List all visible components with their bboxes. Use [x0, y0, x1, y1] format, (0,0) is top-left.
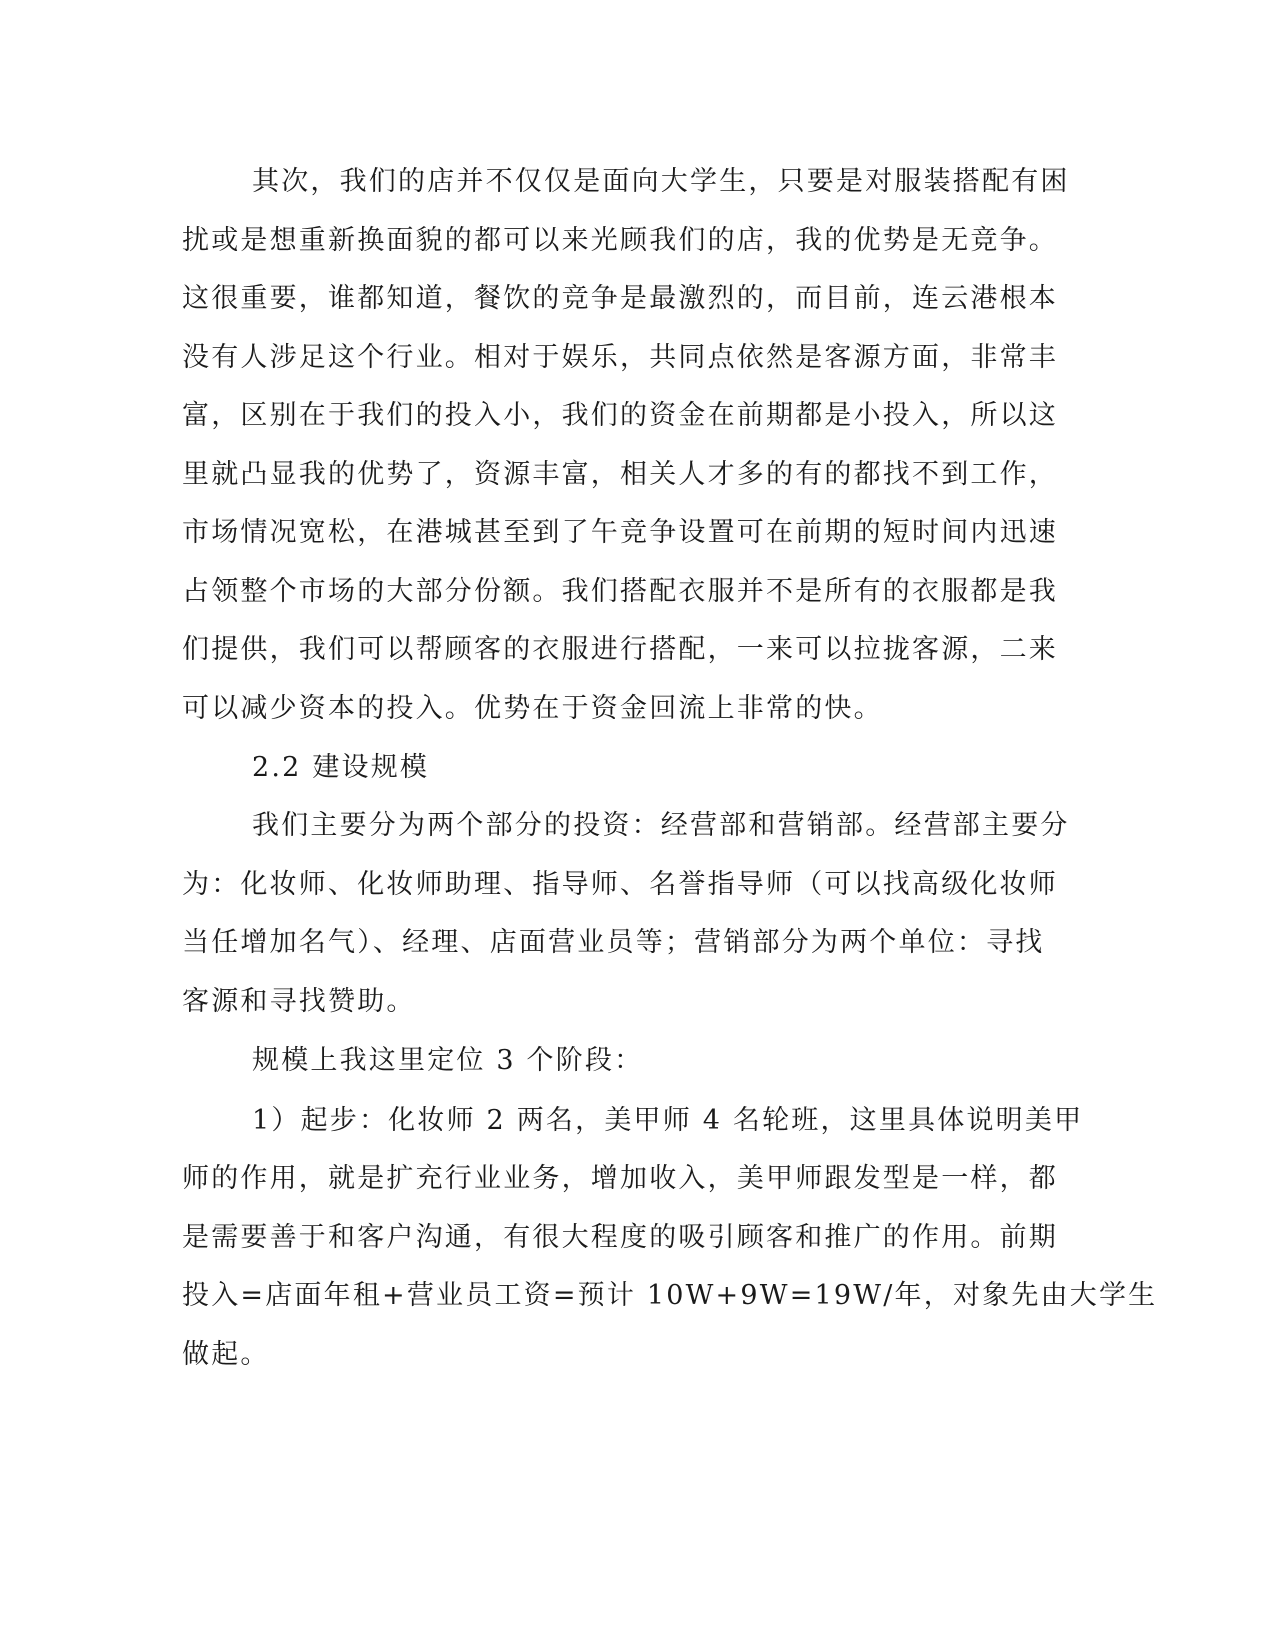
text-line: 这很重要，谁都知道，餐饮的竞争是最激烈的，而目前，连云港根本 [182, 283, 1058, 314]
text-line: 当任增加名气）、经理、店面营业员等；营销部分为两个单位：寻找 [182, 927, 1045, 958]
text-line: 占领整个市场的大部分份额。我们搭配衣服并不是所有的衣服都是我 [182, 576, 1058, 607]
text-line: 可以减少资本的投入。优势在于资金回流上非常的快。 [182, 693, 883, 724]
text-line: 为：化妆师、化妆师助理、指导师、名誉指导师（可以找高级化妆师 [182, 869, 1058, 900]
text-line: 客源和寻找赞助。 [182, 986, 416, 1017]
text-line: 富，区别在于我们的投入小，我们的资金在前期都是小投入，所以这 [182, 400, 1058, 431]
text-line: 规模上我这里定位 3 个阶段： [252, 1045, 644, 1076]
text-line: 没有人涉足这个行业。相对于娱乐，共同点依然是客源方面，非常丰 [182, 342, 1058, 373]
text-line: 其次，我们的店并不仅仅是面向大学生，只要是对服装搭配有困 [252, 166, 1070, 197]
text-line: 是需要善于和客户沟通，有很大程度的吸引顾客和推广的作用。前期 [182, 1222, 1058, 1253]
text-line: 1）起步：化妆师 2 两名，美甲师 4 名轮班，这里具体说明美甲 [252, 1105, 1084, 1136]
section-heading: 2.2 建设规模 [252, 752, 430, 783]
text-line: 我们主要分为两个部分的投资：经营部和营销部。经营部主要分 [252, 810, 1070, 841]
text-line: 做起。 [182, 1339, 270, 1370]
text-line: 们提供，我们可以帮顾客的衣服进行搭配，一来可以拉拢客源，二来 [182, 634, 1058, 665]
text-line: 扰或是想重新换面貌的都可以来光顾我们的店，我的优势是无竞争。 [182, 225, 1058, 256]
text-line: 里就凸显我的优势了，资源丰富，相关人才多的有的都找不到工作， [182, 459, 1058, 490]
text-line: 师的作用，就是扩充行业业务，增加收入，美甲师跟发型是一样，都 [182, 1163, 1058, 1194]
text-line: 投入=店面年租+营业员工资=预计 10W+9W=19W/年，对象先由大学生 [182, 1280, 1158, 1311]
text-line: 市场情况宽松，在港城甚至到了午竞争设置可在前期的短时间内迅速 [182, 517, 1058, 548]
